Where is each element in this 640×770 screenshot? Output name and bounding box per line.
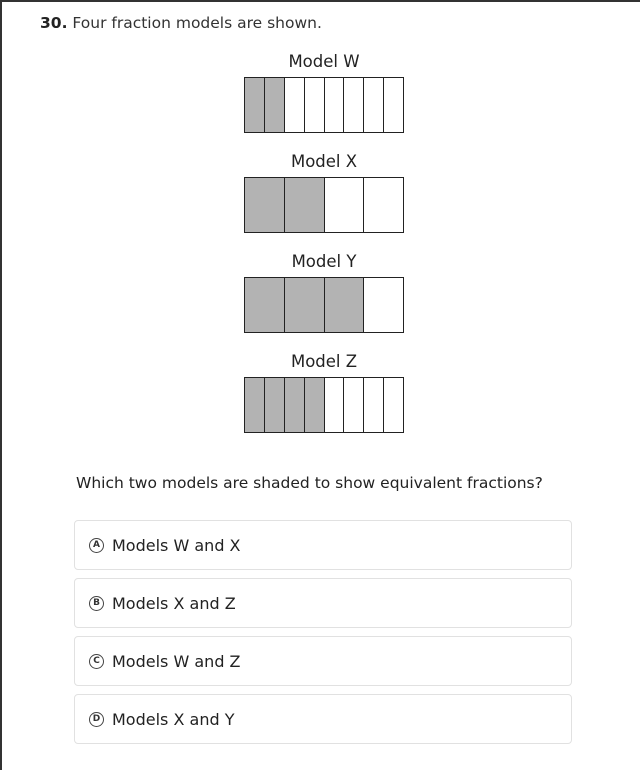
- unshaded-part: [325, 378, 345, 432]
- unshaded-part: [344, 378, 364, 432]
- unshaded-part: [364, 378, 384, 432]
- model-label: Model Z: [290, 352, 358, 371]
- shaded-part: [285, 278, 325, 332]
- unshaded-part: [384, 78, 403, 132]
- question-header: [40, 14, 322, 32]
- unshaded-part: [325, 78, 345, 132]
- option-text: Models W and X: [112, 535, 241, 555]
- fraction-bar: [244, 377, 404, 433]
- shaded-part: [265, 378, 285, 432]
- shaded-part: [305, 378, 325, 432]
- unshaded-part: [325, 178, 365, 232]
- unshaded-part: [285, 78, 305, 132]
- option-letter-icon: C: [89, 654, 104, 669]
- model-w: [244, 52, 404, 133]
- shaded-part: [245, 178, 285, 232]
- question-prompt: Which two models are shaded to show equivalent fractions?: [76, 474, 543, 492]
- unshaded-part: [384, 378, 403, 432]
- model-y: [244, 252, 404, 333]
- shaded-part: [245, 278, 285, 332]
- unshaded-part: [344, 78, 364, 132]
- fraction-bar: [244, 177, 404, 233]
- answer-option-d[interactable]: [74, 694, 572, 744]
- option-text: Models X and Z: [112, 593, 236, 613]
- option-text: Models X and Y: [112, 709, 235, 729]
- answer-option-b[interactable]: [74, 578, 572, 628]
- model-label: Model X: [290, 152, 358, 171]
- shaded-part: [285, 378, 305, 432]
- shaded-part: [265, 78, 285, 132]
- question-text: Four fraction models are shown.: [72, 14, 322, 32]
- shaded-part: [325, 278, 365, 332]
- option-text: Models W and Z: [112, 651, 241, 671]
- unshaded-part: [305, 78, 325, 132]
- answer-option-c[interactable]: [74, 636, 572, 686]
- model-x: [244, 152, 404, 233]
- shaded-part: [245, 378, 265, 432]
- answer-option-a[interactable]: [74, 520, 572, 570]
- fraction-bar: [244, 77, 404, 133]
- model-z: [244, 352, 404, 433]
- unshaded-part: [364, 278, 403, 332]
- shaded-part: [245, 78, 265, 132]
- unshaded-part: [364, 78, 384, 132]
- shaded-part: [285, 178, 325, 232]
- model-label: Model Y: [291, 252, 357, 271]
- question-number: 30.: [40, 14, 68, 32]
- unshaded-part: [364, 178, 403, 232]
- option-letter-icon: B: [89, 596, 104, 611]
- model-label: Model W: [288, 52, 360, 71]
- option-letter-icon: D: [89, 712, 104, 727]
- option-letter-icon: A: [89, 538, 104, 553]
- fraction-bar: [244, 277, 404, 333]
